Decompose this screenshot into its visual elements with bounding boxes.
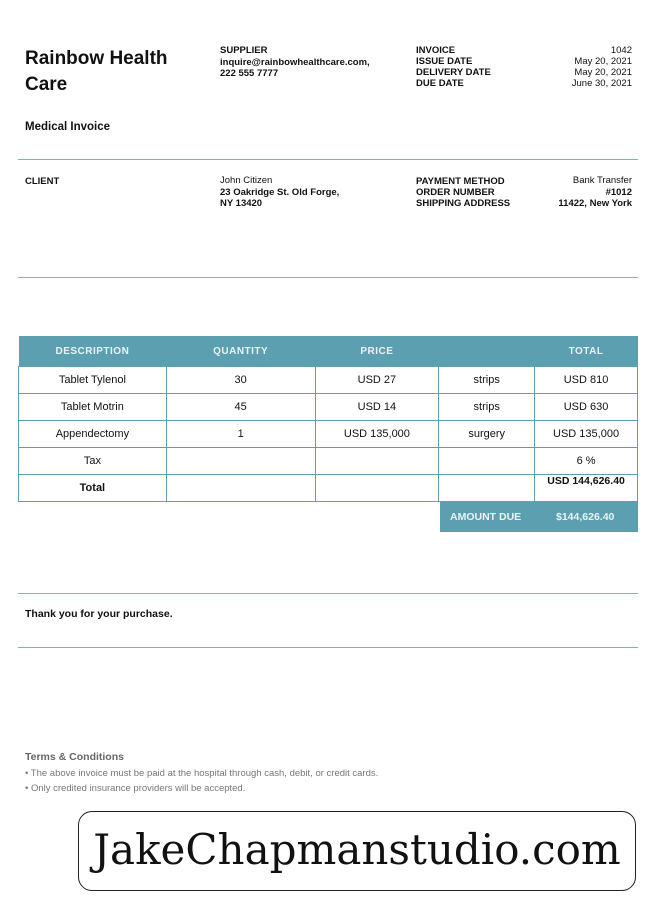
document-title: Medical Invoice bbox=[25, 121, 111, 133]
order-number-label: ORDER NUMBER bbox=[416, 187, 495, 198]
client-address-line2: NY 13420 bbox=[220, 198, 263, 209]
amount-due-value: $144,626.40 bbox=[556, 511, 615, 523]
cell-description: Tablet Motrin bbox=[19, 394, 167, 421]
table-row bbox=[19, 448, 638, 475]
table-row bbox=[19, 394, 638, 421]
divider-thanks-bottom bbox=[18, 647, 638, 648]
terms-item: • Only credited insurance providers will be accepted. bbox=[25, 783, 246, 794]
cell-unit: strips bbox=[439, 394, 535, 421]
header-description: DESCRIPTION bbox=[19, 336, 167, 367]
cell-unit bbox=[439, 448, 535, 475]
cell-total: USD 630 bbox=[535, 394, 638, 421]
cell-price: USD 27 bbox=[315, 367, 439, 394]
cell-price: USD 135,000 bbox=[315, 421, 439, 448]
table-header-row bbox=[19, 336, 638, 367]
total-label: Total bbox=[19, 475, 167, 502]
cell-total: 6 % bbox=[535, 448, 638, 475]
company-name: Rainbow Health Care bbox=[25, 48, 168, 95]
cell-empty bbox=[166, 475, 315, 502]
cell-total: USD 135,000 bbox=[535, 421, 638, 448]
supplier-phone: 222 555 7777 bbox=[220, 68, 279, 79]
cell-quantity: 45 bbox=[166, 394, 315, 421]
cell-unit: surgery bbox=[439, 421, 535, 448]
issue-date-label: ISSUE DATE bbox=[416, 56, 473, 67]
cell-empty bbox=[315, 475, 439, 502]
table-total-row bbox=[19, 475, 638, 502]
terms-item: • The above invoice must be paid at the hospital through cash, debit, or credit cards. bbox=[25, 768, 379, 779]
supplier-email: inquire@rainbowhealthcare.com, bbox=[220, 57, 370, 68]
order-number-value: #1012 bbox=[605, 187, 632, 198]
thank-you-message: Thank you for your purchase. bbox=[25, 608, 173, 620]
invoice-number-label: INVOICE bbox=[416, 45, 456, 56]
client-label: CLIENT bbox=[25, 176, 60, 187]
client-name: John Citizen bbox=[220, 175, 273, 186]
cell-price bbox=[315, 448, 439, 475]
amount-due-label: AMOUNT DUE bbox=[450, 511, 522, 523]
header-price: PRICE bbox=[315, 336, 439, 367]
issue-date-value: May 20, 2021 bbox=[574, 56, 632, 67]
cell-unit: strips bbox=[439, 367, 535, 394]
delivery-date-label: DELIVERY DATE bbox=[416, 67, 491, 78]
table-row bbox=[19, 367, 638, 394]
shipping-address-value: 11422, New York bbox=[558, 198, 632, 209]
cell-price: USD 14 bbox=[315, 394, 439, 421]
cell-quantity bbox=[166, 448, 315, 475]
header-total: TOTAL bbox=[535, 336, 638, 367]
items-table bbox=[18, 336, 638, 502]
payment-method-value: Bank Transfer bbox=[572, 175, 632, 186]
amount-due-box bbox=[440, 502, 638, 532]
cell-description: Tax bbox=[19, 448, 167, 475]
divider-thanks-top bbox=[18, 593, 638, 594]
cell-total: USD 810 bbox=[535, 367, 638, 394]
invoice-number-value: 1042 bbox=[610, 45, 632, 56]
client-address-line1: 23 Oakridge St. Old Forge, bbox=[220, 187, 340, 198]
cell-empty bbox=[439, 475, 535, 502]
due-date-value: June 30, 2021 bbox=[571, 78, 632, 89]
shipping-address-label: SHIPPING ADDRESS bbox=[416, 198, 511, 209]
cell-description: Tablet Tylenol bbox=[19, 367, 167, 394]
divider-top bbox=[18, 159, 638, 160]
due-date-label: DUE DATE bbox=[416, 78, 464, 89]
divider-middle bbox=[18, 277, 638, 278]
payment-method-label: PAYMENT METHOD bbox=[416, 176, 505, 187]
cell-quantity: 1 bbox=[166, 421, 315, 448]
terms-title: Terms & Conditions bbox=[25, 751, 124, 763]
total-value: USD 144,626.40 bbox=[535, 475, 638, 502]
cell-description: Appendectomy bbox=[19, 421, 167, 448]
delivery-date-value: May 20, 2021 bbox=[574, 67, 632, 78]
watermark-banner: JakeChapmanstudio.com bbox=[78, 811, 636, 891]
cell-quantity: 30 bbox=[166, 367, 315, 394]
header-quantity: QUANTITY bbox=[166, 336, 315, 367]
table-row bbox=[19, 421, 638, 448]
supplier-label: SUPPLIER bbox=[220, 45, 268, 56]
header-unit bbox=[439, 336, 535, 367]
